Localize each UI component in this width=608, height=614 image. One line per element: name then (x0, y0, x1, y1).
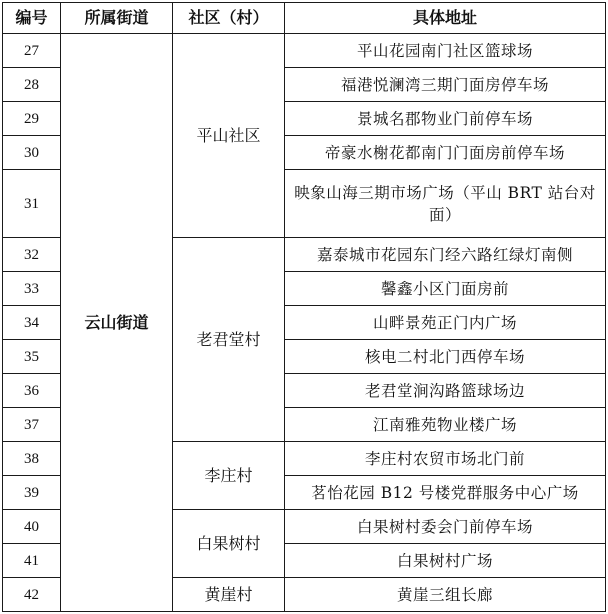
header-community: 社区（村） (173, 3, 285, 34)
address-cell: 嘉泰城市花园东门经六路红绿灯南侧 (285, 238, 606, 272)
street-cell: 云山街道 (61, 34, 173, 612)
address-cell: 江南雅苑物业楼广场 (285, 408, 606, 442)
row-number: 38 (3, 442, 61, 476)
address-cell: 平山花园南门社区篮球场 (285, 34, 606, 68)
address-cell: 映象山海三期市场广场（平山 BRT 站台对面） (285, 170, 606, 238)
header-number: 编号 (3, 3, 61, 34)
community-cell: 白果树村 (173, 510, 285, 578)
row-number: 31 (3, 170, 61, 238)
address-cell: 李庄村农贸市场北门前 (285, 442, 606, 476)
address-cell: 景城名郡物业门前停车场 (285, 102, 606, 136)
header-street: 所属街道 (61, 3, 173, 34)
table-row (3, 34, 606, 68)
row-number: 37 (3, 408, 61, 442)
row-number: 42 (3, 578, 61, 612)
row-number: 28 (3, 68, 61, 102)
row-number: 36 (3, 374, 61, 408)
community-cell: 平山社区 (173, 34, 285, 238)
row-number: 39 (3, 476, 61, 510)
community-cell: 李庄村 (173, 442, 285, 510)
address-cell: 茗怡花园 B12 号楼党群服务中心广场 (285, 476, 606, 510)
site-table (2, 2, 606, 612)
row-number: 30 (3, 136, 61, 170)
address-cell: 帝豪水榭花都南门门面房前停车场 (285, 136, 606, 170)
address-cell: 白果树村广场 (285, 544, 606, 578)
address-cell: 老君堂涧沟路篮球场边 (285, 374, 606, 408)
community-cell: 老君堂村 (173, 238, 285, 442)
header-row (3, 3, 606, 34)
address-cell: 福港悦澜湾三期门面房停车场 (285, 68, 606, 102)
row-number: 32 (3, 238, 61, 272)
row-number: 33 (3, 272, 61, 306)
row-number: 27 (3, 34, 61, 68)
address-cell: 馨鑫小区门面房前 (285, 272, 606, 306)
address-cell: 白果树村委会门前停车场 (285, 510, 606, 544)
community-cell: 黄崖村 (173, 578, 285, 612)
address-cell: 黄崖三组长廊 (285, 578, 606, 612)
row-number: 35 (3, 340, 61, 374)
header-address: 具体地址 (285, 3, 606, 34)
row-number: 34 (3, 306, 61, 340)
address-cell: 核电二村北门西停车场 (285, 340, 606, 374)
row-number: 29 (3, 102, 61, 136)
row-number: 41 (3, 544, 61, 578)
address-cell: 山畔景苑正门内广场 (285, 306, 606, 340)
row-number: 40 (3, 510, 61, 544)
